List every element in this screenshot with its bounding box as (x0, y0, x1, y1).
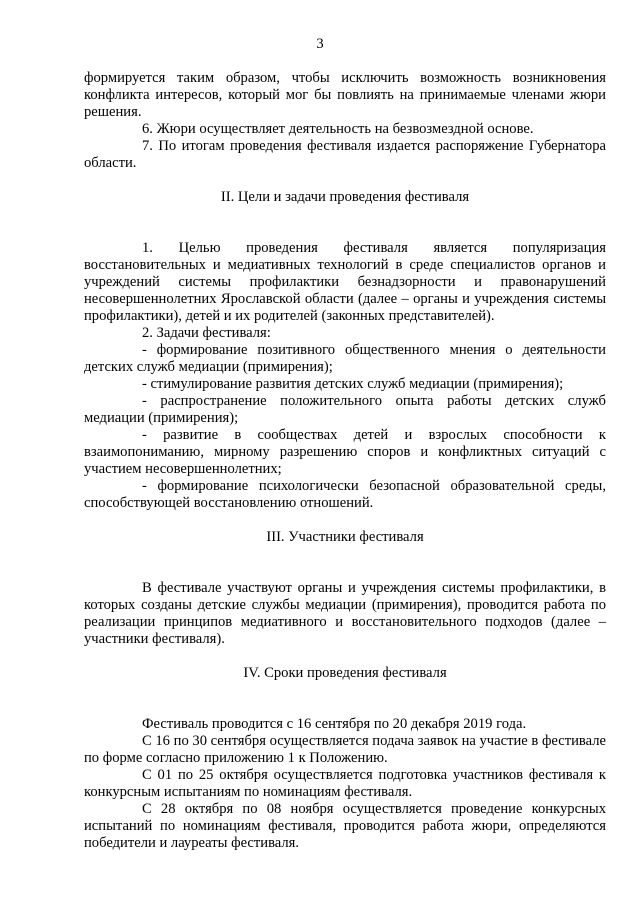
section-2-list-item-2: - стимулирование развития детских служб медиации (примирения); (142, 376, 564, 392)
section-4-paragraph-4: С 28 октября по 08 ноября осуществляется проведение конкурсных испытаний по номинациям фестиваля, проводится работа жюри, определяются победители и лауреаты фестиваля. (84, 801, 606, 851)
section-2-list-item-1: - формирование позитивного общественного мнения о деятельности детских служб медиации (примирения); (84, 342, 606, 375)
section-2-paragraph-1: 1. Целью проведения фестиваля является популяризация восстановительных и медиативных технологий в среде специалистов органов и учреждений системы профилактики безнадзорности и правонарушений несовершеннолетних Ярославской области (далее – органы и учреждения системы профилактики), детей и их родителей (законных представителей). (84, 240, 606, 324)
section-4-heading: IV. Сроки проведения фестиваля (243, 665, 447, 681)
intro-paragraph-3: 7. По итогам проведения фестиваля издается распоряжение Губернатора области. (84, 138, 606, 171)
section-2-heading: II. Цели и задачи проведения фестиваля (220, 189, 470, 205)
spacer (84, 699, 606, 716)
section-2-list-item-3: - распространение положительного опыта работы детских служб медиации (примирения); (84, 393, 606, 426)
section-2-paragraph-2: 2. Задачи фестиваля: (142, 325, 271, 341)
intro-paragraph-2: 6. Жюри осуществляет деятельность на безвозмездной основе. (142, 121, 534, 137)
section-3-heading: III. Участники фестиваля (266, 529, 424, 545)
section-4-paragraph-2: С 16 по 30 сентября осуществляется подача заявок на участие в фестивале по форме согласно приложению 1 к Положению. (84, 733, 606, 766)
page-number: 3 (316, 36, 324, 52)
section-3-paragraph-1: В фестивале участвуют органы и учреждения системы профилактики, в которых созданы детские службы медиации (примирения), проводится работа по реализации принципов медиативного и восстановительного подходов (далее – участники фестиваля). (84, 580, 606, 647)
section-4-paragraph-3: С 01 по 25 октября осуществляется подготовка участников фестиваля к конкурсным испытаниям по номинациям фестиваля. (84, 767, 606, 800)
intro-paragraph-1: формируется таким образом, чтобы исключить возможность возникновения конфликта интересов, который мог бы повлиять на принимаемые членами жюри решения. (84, 70, 606, 120)
document-body (84, 70, 606, 852)
spacer (84, 563, 606, 580)
spacer (84, 223, 606, 240)
section-4-paragraph-1: Фестиваль проводится с 16 сентября по 20 декабря 2019 года. (142, 716, 527, 732)
section-2-list-item-4: - развитие в сообществах детей и взрослых способности к взаимопониманию, мирному разрешению споров и конфликтных ситуаций с участием несовершеннолетних; (84, 427, 606, 477)
section-2-list-item-5: - формирование психологически безопасной образовательной среды, способствующей восстановлению отношений. (84, 478, 606, 511)
